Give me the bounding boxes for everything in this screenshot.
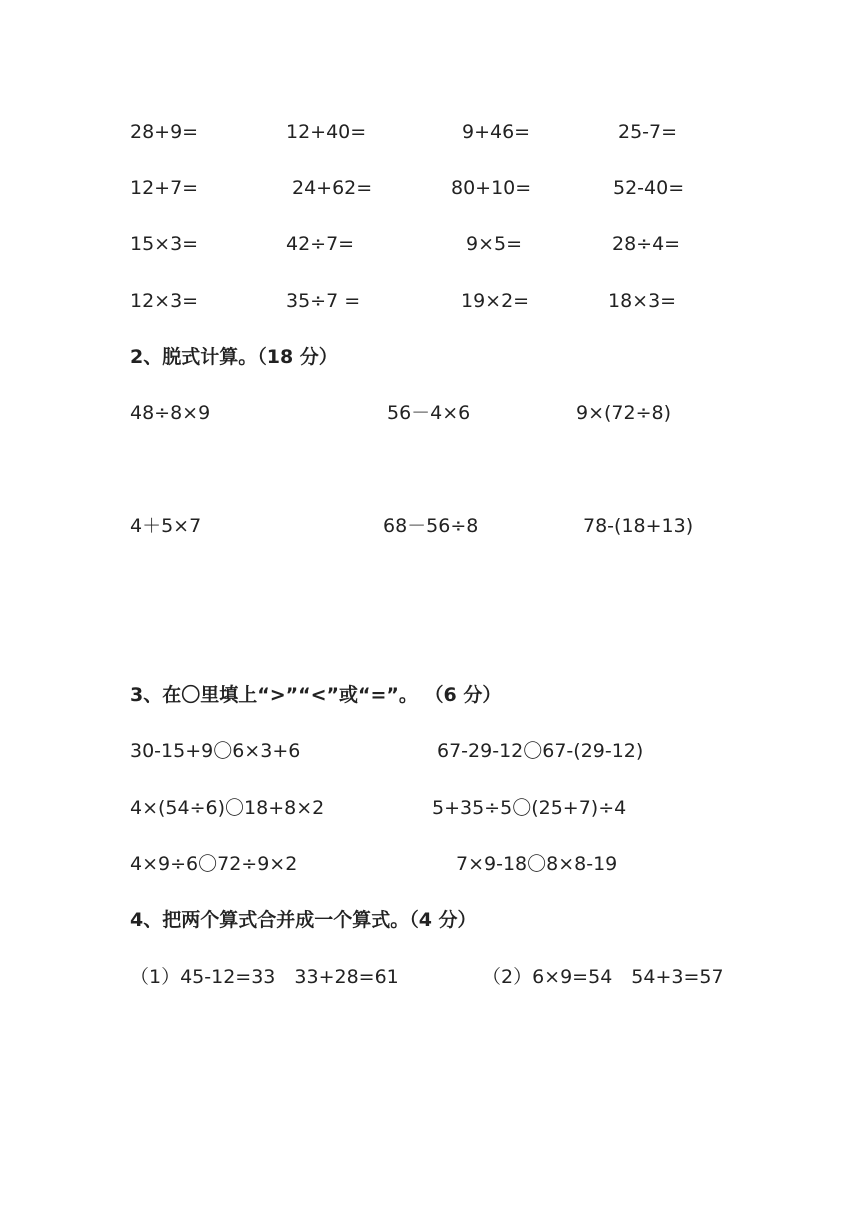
oral-problem: 80+10= <box>451 177 532 199</box>
stepwise-problem: 78-(18+13) <box>583 515 694 537</box>
compare-problem: 5+35÷5〇(25+7)÷4 <box>432 797 627 819</box>
section-4-heading: 4、把两个算式合并成一个算式。（4 分） <box>130 909 477 931</box>
oral-problem: 12×3= <box>130 290 199 312</box>
oral-problem: 24+62= <box>292 177 373 199</box>
compare-problem: 67-29-12〇67-(29-12) <box>437 740 644 762</box>
oral-problem: 18×3= <box>608 290 677 312</box>
oral-problem: 19×2= <box>461 290 530 312</box>
combine-item: （1）45-12=33 33+28=61 <box>130 966 399 988</box>
compare-problem: 4×(54÷6)〇18+8×2 <box>130 797 325 819</box>
compare-problem: 4×9÷6〇72÷9×2 <box>130 853 298 875</box>
oral-problem: 15×3= <box>130 233 199 255</box>
combine-item: （2）6×9=54 54+3=57 <box>482 966 724 988</box>
oral-problem: 42÷7= <box>286 233 355 255</box>
stepwise-problem: 48÷8×9 <box>130 402 211 424</box>
oral-problem: 25-7= <box>618 121 678 143</box>
section-3-heading: 3、在〇里填上“>”“<”或“=”。 （6 分） <box>130 684 502 706</box>
stepwise-problem: 68－56÷8 <box>383 515 479 537</box>
oral-problem: 28÷4= <box>612 233 681 255</box>
oral-problem: 9×5= <box>466 233 523 255</box>
oral-problem: 9+46= <box>462 121 531 143</box>
oral-problem: 28+9= <box>130 121 199 143</box>
oral-problem: 35÷7 = <box>286 290 361 312</box>
oral-problem: 12+40= <box>286 121 367 143</box>
oral-problem: 52-40= <box>613 177 685 199</box>
compare-problem: 7×9-18〇8×8-19 <box>456 853 618 875</box>
compare-problem: 30-15+9〇6×3+6 <box>130 740 301 762</box>
stepwise-problem: 56－4×6 <box>387 402 471 424</box>
stepwise-problem: 4＋5×7 <box>130 515 202 537</box>
oral-problem: 12+7= <box>130 177 199 199</box>
section-2-heading: 2、脱式计算。（18 分） <box>130 346 338 368</box>
stepwise-problem: 9×(72÷8) <box>576 402 672 424</box>
